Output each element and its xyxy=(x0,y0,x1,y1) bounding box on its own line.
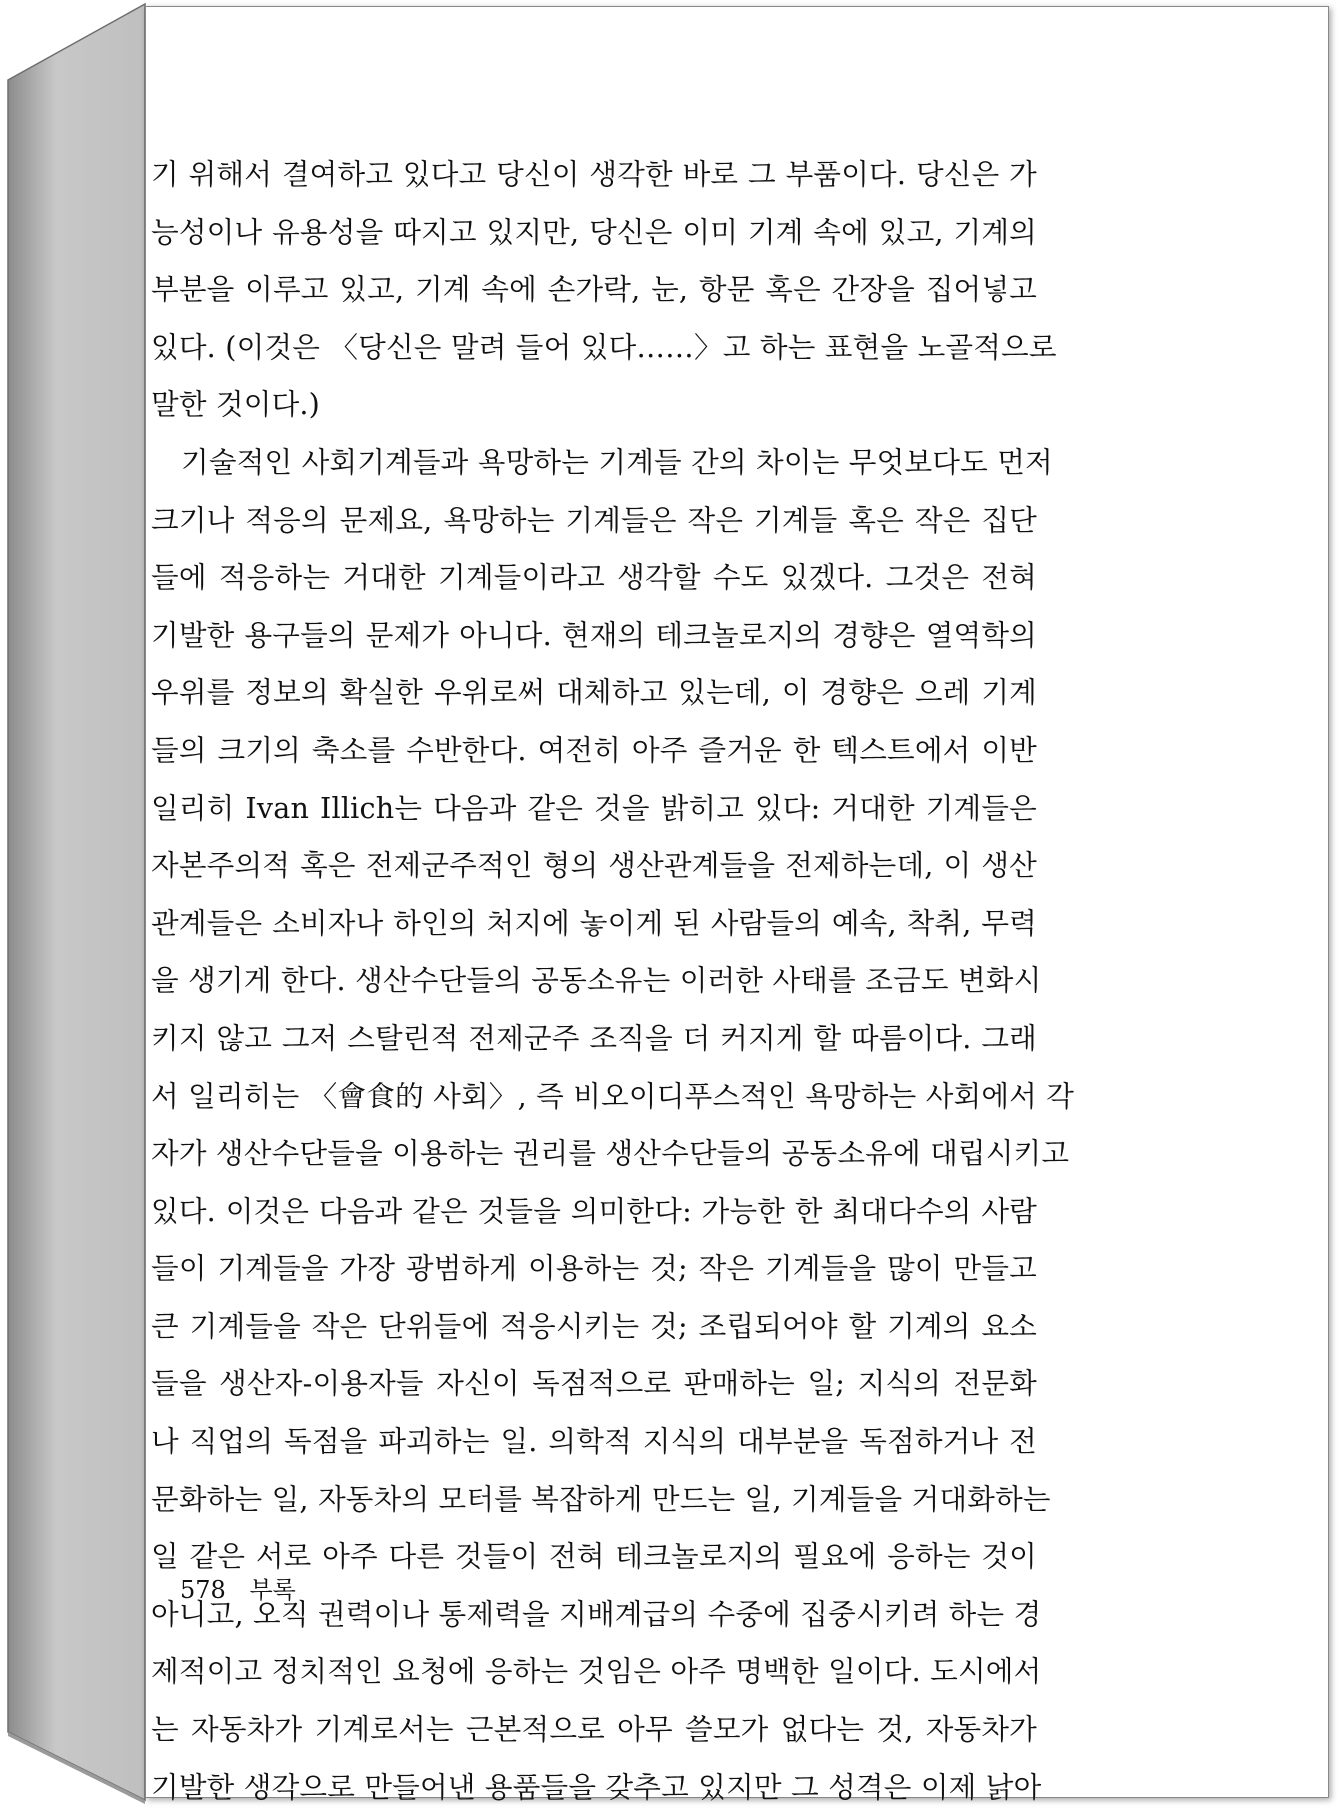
text-line: 나 직업의 독점을 파괴하는 일. 의학적 지식의 대부분을 독점하거나 전 xyxy=(151,1424,1037,1459)
body-text xyxy=(151,146,1075,1816)
text-line: 제적이고 정치적인 요청에 응하는 것임은 아주 명백한 일이다. 도시에서 xyxy=(151,1654,1042,1689)
text-line: 들의 크기의 축소를 수반한다. 여전히 아주 즐거운 한 텍스트에서 이반 xyxy=(151,732,1037,767)
text-line: 을 생기게 한다. 생산수단들의 공동소유는 이러한 사태를 조금도 변화시 xyxy=(151,963,1042,998)
text-line: 부분을 이루고 있고, 기계 속에 손가락, 눈, 항문 혹은 간장을 집어넣고 xyxy=(151,272,1037,307)
text-line: 우위를 정보의 확실한 우위로써 대체하고 있는데, 이 경향은 으레 기계 xyxy=(151,675,1037,710)
section-title: 부록 xyxy=(249,1576,296,1604)
text-line: 있다. 이것은 다음과 같은 것들을 의미한다: 가능한 한 최대다수의 사람 xyxy=(151,1193,1037,1228)
book-side-face xyxy=(8,4,145,1800)
text-line: 들을 생산자-이용자들 자신이 독점적으로 판매하는 일; 지식의 전문화 xyxy=(151,1366,1037,1401)
text-line: 는 자동차가 기계로서는 근본적으로 아무 쓸모가 없다는 것, 자동차가 xyxy=(151,1712,1037,1747)
text-line: 자가 생산수단들을 이용하는 권리를 생산수단들의 공동소유에 대립시키고 xyxy=(151,1136,1070,1171)
text-line: 능성이나 유용성을 따지고 있지만, 당신은 이미 기계 속에 있고, 기계의 xyxy=(151,214,1037,249)
page-footer xyxy=(180,1570,296,1605)
text-line: 일 같은 서로 아주 다른 것들이 전혀 테크놀로지의 필요에 응하는 것이 xyxy=(151,1539,1037,1574)
paragraph-first-line: 기술적인 사회기계들과 욕망하는 기계들 간의 차이는 무엇보다도 먼저 xyxy=(181,444,1053,479)
text-line: 기 위해서 결여하고 있다고 당신이 생각한 바로 그 부품이다. 당신은 가 xyxy=(151,157,1037,191)
text-line: 자본주의적 혹은 전제군주적인 형의 생산관계들을 전제하는데, 이 생산 xyxy=(151,848,1037,883)
text-line: 들이 기계들을 가장 광범하게 이용하는 것; 작은 기계들을 많이 만들고 xyxy=(151,1251,1037,1286)
text-line: 키지 않고 그저 스탈린적 전제군주 조직을 더 커지게 할 따름이다. 그래 xyxy=(151,1020,1037,1055)
text-line: 일리히 Ivan Illich는 다음과 같은 것을 밝히고 있다: 거대한 기계들은 xyxy=(151,790,1037,825)
text-line: 말한 것이다.) xyxy=(151,387,321,422)
text-line: 들에 적응하는 거대한 기계들이라고 생각할 수도 있겠다. 그것은 전혀 xyxy=(151,560,1037,595)
text-line: 아니고, 오직 권력이나 통제력을 지배계급의 수중에 집중시키려 하는 경 xyxy=(151,1596,1042,1631)
page-number: 578 xyxy=(180,1576,226,1604)
text-line: 서 일리히는 〈會食的 사회〉, 즉 비오이디푸스적인 욕망하는 사회에서 각 xyxy=(151,1078,1075,1113)
text-line: 기발한 용구들의 문제가 아니다. 현재의 테크놀로지의 경향은 열역학의 xyxy=(151,617,1037,652)
text-line: 크기나 적응의 문제요, 욕망하는 기계들은 작은 기계들 혹은 작은 집단 xyxy=(151,502,1037,537)
text-line: 큰 기계들을 작은 단위들에 적응시키는 것; 조립되어야 할 기계의 요소 xyxy=(151,1308,1037,1343)
text-line: 있다. (이것은 〈당신은 말려 들어 있다……〉고 하는 표현을 노골적으로 xyxy=(151,329,1057,364)
text-line: 문화하는 일, 자동차의 모터를 복잡하게 만드는 일, 기계들을 거대화하는 xyxy=(151,1481,1051,1516)
text-line: 기발한 생각으로 만들어낸 용품들을 갖추고 있지만 그 성격은 이제 낡아 xyxy=(151,1769,1042,1804)
text-line: 관계들은 소비자나 하인의 처지에 놓이게 된 사람들의 예속, 착취, 무력 xyxy=(151,905,1037,940)
